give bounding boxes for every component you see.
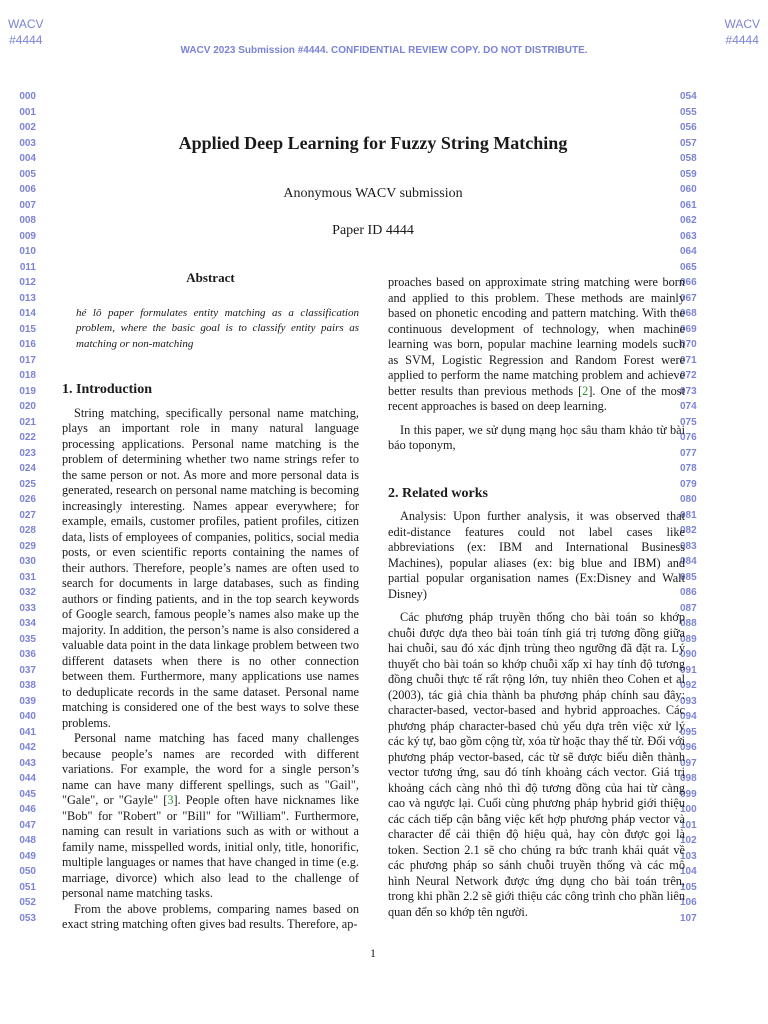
line-number: 075 xyxy=(680,416,697,428)
line-number: 036 xyxy=(19,649,36,660)
line-number: 053 xyxy=(19,912,36,924)
line-number: 042 xyxy=(19,742,36,753)
page-number: 1 xyxy=(370,946,376,960)
related-paragraph-2: Các phương pháp truyền thống cho bài toán so khớp chuỗi được dựa theo bài toán tính giá trị tương đồng giữa hai chuỗi, sau đó xác định trùng theo ngưỡng đã đặt ra. Lý thuyết cho bài toán so khớp chuỗi xấp xỉ hay tính độ tương đồng chuỗi thực tế rất rộng lớn, tuy nhiên theo Cohen et al (2003), tác giả chia thành ba phương pháp chính sau đây: character-based, vector-based and hybrid approaches. Các phương pháp character-based chủ yếu dựa trên việc xử lý các ký tự, bao gồm cộng từ, xóa từ hoặc thay thế từ. Đối với phương pháp vector-based, các từ sẽ được biểu diễn thành vector tương ứng, sau đó tính khoảng cách vector. Giá trị khoảng cách càng nhỏ thì độ tương đồng của hai từ càng cao và ngược lại. Cuối cùng phương pháp hybrid giới thiệu các cách tiếp cận bằng việc kết hợp phương pháp vector và character để cải thiện độ hiệu quả, hay còn được gọi là token. Section 2.1 sẽ cho chúng ra bức tranh khái quát về các phương pháp so sánh chuỗi truyền thống và các mô hình Neural Network được ứng dụng cho bài toán trên, trong khi phần 2.2 sẽ giới thiệu các công trình cho phần liên quan đến so khớp tên người. xyxy=(388,610,685,919)
line-number: 098 xyxy=(680,773,697,784)
line-number: 100 xyxy=(680,804,697,815)
line-number: 084 xyxy=(680,556,697,567)
right-column xyxy=(388,275,685,920)
line-number: 065 xyxy=(680,261,697,273)
line-number: 085 xyxy=(680,571,697,583)
line-number: 034 xyxy=(19,618,36,629)
line-number: 077 xyxy=(680,447,697,459)
line-number: 047 xyxy=(19,819,36,831)
line-number: 002 xyxy=(19,122,36,133)
line-numbers-right xyxy=(680,89,720,926)
line-number: 040 xyxy=(19,711,36,722)
line-number: 038 xyxy=(19,680,36,691)
line-number: 073 xyxy=(680,385,697,397)
line-number: 016 xyxy=(19,339,36,350)
line-numbers-left xyxy=(0,89,36,926)
left-column xyxy=(62,270,359,933)
line-number: 081 xyxy=(680,509,697,521)
line-number: 066 xyxy=(680,277,697,288)
line-number: 062 xyxy=(680,215,697,226)
venue-label: WACV xyxy=(8,17,44,31)
line-number: 006 xyxy=(19,184,36,195)
line-number: 020 xyxy=(19,401,36,412)
line-number: 054 xyxy=(680,91,697,102)
line-number: 069 xyxy=(680,323,697,335)
line-number: 005 xyxy=(19,168,36,180)
line-number: 039 xyxy=(19,695,36,707)
line-number: 095 xyxy=(680,726,697,738)
intro-paragraph-3: From the above problems, comparing names based on exact string matching often gives bad results. Therefore, ap- xyxy=(62,901,359,931)
line-number: 087 xyxy=(680,602,697,614)
line-number: 021 xyxy=(19,416,36,428)
line-number: 024 xyxy=(19,463,36,474)
intro-paragraph-1: String matching, specifically personal name matching, plays an important role in many natural language processing applications. Personal name matching is the problem of determining whether two name strings refer to the same person or not. As more and more personal data is generated, research on personal name matching is becoming increasingly interesting. Names appear everywhere; for example, emails, customer profiles, patient profiles, citizen data, lists of employees of companies, politics, social media posts, or even scientific reports containing the names of their authors. Therefore, people’s names are often used to search for documents in large databases, such as finding authors or finding patients, and in the top search keywords of Google search, famous people’s names also make up the majority. In addition, the person’s name is also considered a valuable data point in the data linkage problem between two different datasets when there is no other connection between them. Furthermore, many applications use names to deduplicate records in the same dataset. Personal name matching is considered one of the best ways to solve these problems. xyxy=(62,405,359,730)
line-number: 009 xyxy=(19,230,36,242)
intro-paragraph-2 xyxy=(62,731,359,902)
line-number: 015 xyxy=(19,323,36,335)
line-number: 001 xyxy=(19,106,36,118)
line-number: 102 xyxy=(680,835,697,846)
line-number: 106 xyxy=(680,897,697,908)
line-number: 046 xyxy=(19,804,36,815)
line-number: 094 xyxy=(680,711,697,722)
line-number: 003 xyxy=(19,137,36,149)
line-number: 032 xyxy=(19,587,36,598)
line-number: 056 xyxy=(680,122,697,133)
line-number: 025 xyxy=(19,478,36,490)
line-number: 007 xyxy=(19,199,36,211)
submission-id-label: #4444 xyxy=(725,33,759,47)
line-number: 011 xyxy=(19,261,36,273)
line-number: 058 xyxy=(680,153,697,164)
line-number: 068 xyxy=(680,308,697,319)
abstract-heading: Abstract xyxy=(186,270,235,285)
line-number: 103 xyxy=(680,850,697,862)
line-number: 037 xyxy=(19,664,36,676)
line-number: 086 xyxy=(680,587,697,598)
line-number: 018 xyxy=(19,370,36,381)
line-number: 043 xyxy=(19,757,36,769)
line-number: 026 xyxy=(19,494,36,505)
line-number: 078 xyxy=(680,463,697,474)
line-number: 023 xyxy=(19,447,36,459)
line-number: 012 xyxy=(19,277,36,288)
line-number: 010 xyxy=(19,246,36,257)
line-number: 029 xyxy=(19,540,36,552)
line-number: 089 xyxy=(680,633,697,645)
citation-link[interactable]: 2 xyxy=(582,383,589,398)
line-number: 041 xyxy=(19,726,36,738)
line-number: 063 xyxy=(680,230,697,242)
line-number: 074 xyxy=(680,401,697,412)
paper-author: Anonymous WACV submission xyxy=(283,186,463,201)
line-number: 060 xyxy=(680,184,697,195)
right-paragraph-1 xyxy=(388,275,685,415)
line-number: 027 xyxy=(19,509,36,521)
submission-id-label: #4444 xyxy=(9,33,43,47)
line-number: 048 xyxy=(19,835,36,846)
line-number: 051 xyxy=(19,881,36,893)
line-number: 082 xyxy=(680,525,697,536)
line-number: 049 xyxy=(19,850,36,862)
line-number: 088 xyxy=(680,618,697,629)
line-number: 014 xyxy=(19,308,36,319)
line-number: 013 xyxy=(19,292,36,304)
intro-heading: 1. Introduction xyxy=(62,382,152,397)
line-number: 099 xyxy=(680,788,697,800)
line-number: 071 xyxy=(680,354,697,366)
intro-p2-text-b: ]. People often have nicknames like "Bob" for "Robert" or "Bill" for "William". Furthermore, naming can result in variations such as with or without a family name, misspelled words, initial only, title, honorific, multiple languages or names that have changed in time (e.g. marriage, divorce) which also lead to the challenge of personal name matching tasks. xyxy=(62,793,360,900)
line-number: 022 xyxy=(19,432,36,443)
line-number: 052 xyxy=(19,897,36,908)
related-works-heading: 2. Related works xyxy=(388,485,488,501)
line-number: 019 xyxy=(19,385,36,397)
line-number: 004 xyxy=(19,153,36,164)
line-number: 031 xyxy=(19,571,36,583)
line-number: 008 xyxy=(19,215,36,226)
line-number: 092 xyxy=(680,680,697,691)
citation-link[interactable]: 3 xyxy=(167,793,174,807)
line-number: 045 xyxy=(19,788,36,800)
line-number: 090 xyxy=(680,649,697,660)
paper-title: Applied Deep Learning for Fuzzy String Matching xyxy=(178,133,568,153)
intro-p2-text-a: Personal name matching has faced many challenges because people’s names are recorded with different variations. For example, the word for a single person’s name can have many different spellings, such as "Gail", "Gale", or "Gayle" [ xyxy=(62,731,359,807)
line-number: 033 xyxy=(19,602,36,614)
line-number: 035 xyxy=(19,633,36,645)
line-number: 000 xyxy=(19,91,36,102)
line-number: 083 xyxy=(680,540,697,552)
related-paragraph-1: Analysis: Upon further analysis, it was observed that edit-distance features could not label cases like abbreviations (ex: IBM and International Business Machines), popular aliases (ex: big blue and IBM) and partial popular organisation names (Ex:Disney and Walt Disney) xyxy=(388,509,685,601)
line-number: 105 xyxy=(680,881,697,893)
corner-label-left xyxy=(8,16,44,48)
line-number: 017 xyxy=(19,354,36,366)
line-number: 097 xyxy=(680,757,697,769)
line-number: 107 xyxy=(680,912,697,924)
line-number: 050 xyxy=(19,866,36,877)
right-p1-text-a: proaches based on approximate string matching were born and applied to this problem. These methods are mainly based on phonetic encoding and pattern matching. With the continuous development of technology, when machine learning was born, popular machine learning models such as SVM, Logistic Regression and Random Forest were applied to perform the name matching problem and achieve better results than previous methods [ xyxy=(388,275,685,398)
line-number: 067 xyxy=(680,292,697,304)
line-number: 076 xyxy=(680,432,697,443)
line-number: 028 xyxy=(19,525,36,536)
line-number: 064 xyxy=(680,246,697,257)
line-number: 030 xyxy=(19,556,36,567)
right-p1-text-b: ]. One of the most recent approaches is based on deep learning. xyxy=(388,383,685,413)
line-number: 101 xyxy=(680,819,697,831)
right-paragraph-2: In this paper, we sử dụng mạng học sâu tham khảo từ bài báo toponym, xyxy=(388,422,685,452)
line-number: 055 xyxy=(680,106,697,118)
line-number: 079 xyxy=(680,478,697,490)
line-number: 070 xyxy=(680,339,697,350)
line-number: 093 xyxy=(680,695,697,707)
line-number: 104 xyxy=(680,866,697,877)
line-number: 096 xyxy=(680,742,697,753)
line-number: 080 xyxy=(680,494,697,505)
line-number: 044 xyxy=(19,773,36,784)
venue-label: WACV xyxy=(724,17,760,31)
abstract-text: hé lô paper formulates entity matching as a classification problem, where the basic goal is to classify entity pairs as matching or non-matching xyxy=(76,306,359,350)
paper-id: Paper ID 4444 xyxy=(332,223,414,238)
confidential-banner: WACV 2023 Submission #4444. CONFIDENTIAL REVIEW COPY. DO NOT DISTRIBUTE. xyxy=(180,45,588,56)
line-number: 072 xyxy=(680,370,697,381)
line-number: 057 xyxy=(680,137,697,149)
line-number: 059 xyxy=(680,168,697,180)
corner-label-right xyxy=(724,16,760,48)
line-number: 061 xyxy=(680,199,697,211)
line-number: 091 xyxy=(680,664,697,676)
